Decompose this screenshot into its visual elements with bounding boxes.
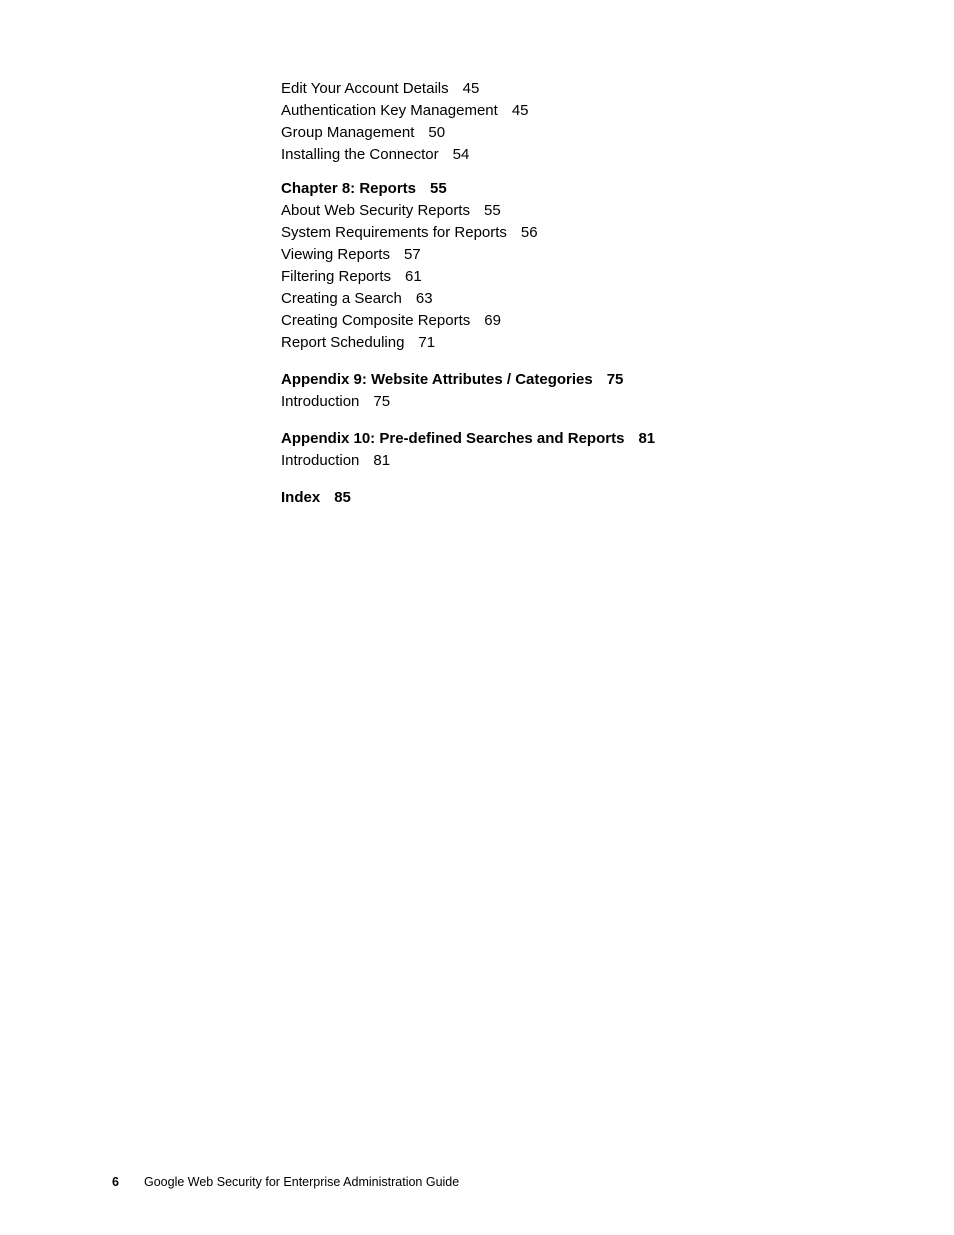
toc-entry[interactable] [281,310,841,332]
toc-entry[interactable] [281,266,841,288]
toc-entry-page: 54 [452,146,470,163]
toc-entry-title: Viewing Reports [281,246,390,263]
toc-heading-page: 85 [334,489,351,506]
toc-entry[interactable] [281,200,841,222]
toc-section-index [281,487,841,509]
toc-entry-page: 81 [373,452,391,469]
toc-entry-title: Authentication Key Management [281,102,498,119]
toc-entry-page: 56 [520,224,538,241]
toc-entry-title: Report Scheduling [281,334,405,351]
toc-entry-title: Group Management [281,124,415,141]
toc-section-chapter-8 [281,178,841,354]
toc-entry[interactable] [281,244,841,266]
toc-entry-title: Creating a Search [281,290,402,307]
toc-entry-title: Introduction [281,393,360,410]
toc-heading-title: Chapter 8: Reports [281,180,417,197]
toc-heading-title: Appendix 9: Website Attributes / Categories [281,371,593,388]
toc-entry-page: 45 [462,80,480,97]
toc-entry[interactable] [281,288,841,310]
toc-heading-title: Appendix 10: Pre-defined Searches and Reports [281,430,625,447]
toc-entry-page: 71 [418,334,436,351]
toc-entry[interactable] [281,222,841,244]
toc-entry[interactable] [281,122,841,144]
toc-entry-page: 45 [511,102,529,119]
toc-heading-page: 75 [606,371,624,388]
toc-section-appendix-9 [281,369,841,413]
toc-entry[interactable] [281,391,841,413]
toc-entry-title: Edit Your Account Details [281,80,449,97]
toc-entry[interactable] [281,78,841,100]
toc-entry-title: About Web Security Reports [281,202,470,219]
toc-entry-title: System Requirements for Reports [281,224,507,241]
toc-entry[interactable] [281,144,841,166]
toc-entry-title: Filtering Reports [281,268,392,285]
toc-chapter-heading[interactable] [281,178,841,200]
toc-heading-title: Index [281,489,321,506]
toc-entry-page: 57 [403,246,421,263]
toc-heading-page: 81 [638,430,656,447]
toc-appendix-heading[interactable] [281,369,841,391]
toc-section-continued [281,78,841,166]
table-of-contents [281,78,841,509]
page-footer [112,1173,459,1191]
toc-entry[interactable] [281,450,841,472]
toc-entry-page: 50 [428,124,446,141]
toc-entry[interactable] [281,332,841,354]
toc-appendix-heading[interactable] [281,428,841,450]
toc-heading-page: 55 [430,180,447,197]
toc-entry-title: Creating Composite Reports [281,312,471,329]
toc-entry-title: Introduction [281,452,360,469]
toc-entry-page: 63 [415,290,433,307]
toc-entry-page: 55 [483,202,501,219]
toc-entry-title: Installing the Connector [281,146,439,163]
footer-guide-title: Google Web Security for Enterprise Administration Guide [144,1175,460,1189]
footer-page-number: 6 [112,1175,119,1189]
toc-entry-page: 69 [484,312,501,329]
toc-index-heading[interactable] [281,487,841,509]
toc-section-appendix-10 [281,428,841,472]
toc-entry-page: 75 [373,393,391,410]
toc-entry-page: 61 [405,268,422,285]
toc-entry[interactable] [281,100,841,122]
